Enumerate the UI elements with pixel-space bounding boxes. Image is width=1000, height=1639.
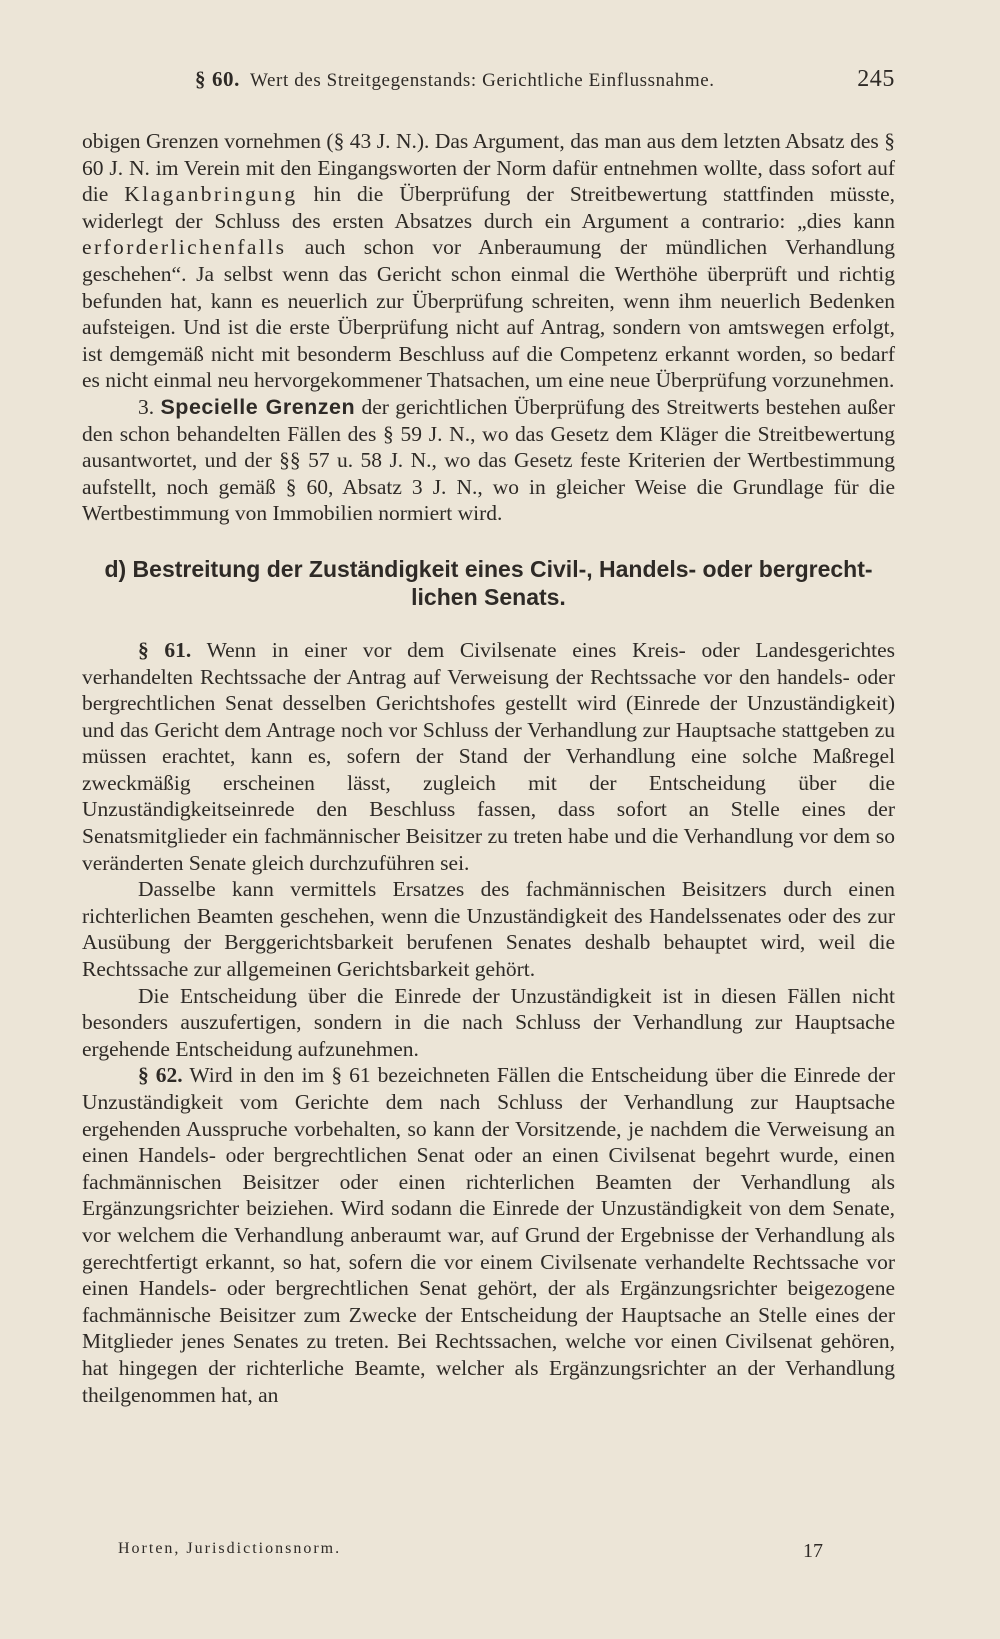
list-number: 3. bbox=[138, 394, 161, 419]
running-title: Wert des Streitgegenstands: Gerichtliche Einflussnahme. bbox=[250, 70, 715, 91]
page-number: 245 bbox=[857, 66, 895, 92]
text-run: der gerichtlichen Überprüfung des Streitwerts bestehen außer den schon behandelten Fällen des § 59 J. N., wo das Gesetz dem Kläger die Streitbewertung ausantwortet, und der §§ 57 u. 58 J. N., wo das Gesetz feste Kriterien der Wertbestimmung aufstellt, noch gemäß § 60, Absatz 3 J. N., wo in gleicher Weise die Grundlage für die Wertbestimmung von Immobilien normiert wird. bbox=[82, 394, 896, 526]
page-footer bbox=[118, 1540, 895, 1563]
text-run: obigen Grenzen vornehmen (§ 43 J. N.). Das Argument, das man aus dem letzten Absatz des § 60 J. N. im Verein mit den Eingangsworten der Norm dafür entnehmen wollte, dass sofort auf die bbox=[82, 129, 895, 207]
text-run: Wenn in einer vor dem Civilsenate eines Kreis- oder Landesgerichtes verhandelten Rechtssache der Antrag auf Verweisung der Rechtssache vor den handels- oder bergrechtlichen Senat desselben Gerichtshofes gestellt wird (Einrede der Unzuständigkeit) und das Gericht dem Antrage noch vor Schluss der Verhandlung zur Hauptsache stattgeben zu müssen erachtet, kann es, sofern der Stand der Verhandlung eine solche Maßregel zweckmäßig erscheinen lässt, zugleich mit der Entscheidung über die Unzuständigkeitseinrede den Beschluss fassen, dass sofort an Stelle eines der Senatsmitglieder ein fachmännischer Beisitzer zu treten habe und die Verhandlung vor dem so veränderten Senate gleich durchzuführen sei. bbox=[82, 637, 896, 875]
printer-signature: Horten, Jurisdictionsnorm. bbox=[118, 1540, 342, 1557]
section-mark: § 61. bbox=[138, 637, 192, 662]
spaced-term: Klaganbringung bbox=[124, 182, 298, 207]
paragraph-continued bbox=[82, 128, 895, 394]
paragraph-special-limits bbox=[82, 394, 895, 527]
sheet-number: 17 bbox=[803, 1540, 823, 1562]
heading-line: lichen Senats. bbox=[411, 583, 566, 610]
paragraph-section-62 bbox=[82, 1062, 895, 1408]
page-body bbox=[82, 128, 895, 1408]
paragraph: Dasselbe kann vermittels Ersatzes des fachmännischen Beisitzers durch einen richterlichen Beamten geschehen, wenn die Unzuständigkeit des Handelssenates oder des zur Ausübung der Berggerichtsbarkeit berufenen Senates deshalb behauptet wird, weil die Rechtssache zur allgemeinen Gerichtsbarkeit gehört. bbox=[82, 877, 895, 982]
text-run: hin die Überprüfung der Streitbewertung stattfinden müsste, widerlegt der Schluss des ersten Absatzes durch ein Argument a contrario: „dies kann bbox=[82, 182, 895, 233]
section-number: § 60. bbox=[195, 67, 240, 91]
spaced-term: erforderlichenfalls bbox=[82, 235, 287, 260]
running-head bbox=[82, 66, 895, 106]
text-run: auch schon vor Anberaumung der mündlichen Verhandlung geschehen“. Ja selbst wenn das Gericht schon einmal die Werthöhe überprüft und richtig befunden hat, kann es neuerlich zur Überprüfung schreiten, wenn ihm neuerlich Bedenken aufsteigen. Und ist die erste Überprüfung nicht auf Antrag, sondern von amtswegen erfolgt, ist demgemäß nicht mit besonderm Beschluss auf die Competenz erkannt worden, so bedarf es nicht einmal neu hervorgekommener Thatsachen, um eine neue Überprüfung vorzunehmen. bbox=[82, 235, 895, 393]
text-run: Wird in den im § 61 bezeichneten Fällen die Entscheidung über die Einrede der Unzuständigkeit vom Gerichte dem nach Schluss der Verhandlung zur Hauptsache ergehenden Ausspruche vorbehalten, so kann der Vorsitzende, je nachdem die Verweisung an einen Handels- oder bergrechtlichen Senat oder an einen Civilsenat begehrt wurde, einen fachmännischen Beisitzer oder einen richterlichen Beamten der Verhandlung als Ergänzungsrichter beiziehen. Wird sodann die Einrede der Unzuständigkeit von dem Senate, vor welchem die Verhandlung anberaumt war, auf Grund der Ergebnisse der Verhandlung als gerechtfertigt erkannt, so hat, sofern die vor einem Civilsenate verhandelte Rechtssache vor einen Handels- oder bergrechtlichen Senat gehört, der als Ergänzungsrichter beigezogene fachmännische Beisitzer zum Zwecke der Entscheidung der Hauptsache an Stelle eines der Mitglieder jenes Senates zu treten. Bei Rechtssachen, welche vor einen Civilsenat gehören, hat hingegen der richterliche Beamte, welcher als Ergänzungsrichter an der Verhandlung theilgenommen hat, an bbox=[82, 1063, 896, 1407]
heading-line: d) Bestreitung der Zuständigkeit eines Civil-, Handels- oder bergrecht- bbox=[104, 555, 873, 582]
paragraph-section-61 bbox=[82, 637, 895, 876]
section-heading bbox=[82, 555, 895, 611]
section-mark: § 62. bbox=[138, 1063, 183, 1088]
paragraph: Die Entscheidung über die Einrede der Unzuständigkeit ist in diesen Fällen nicht besonders auszufertigen, sondern in die nach Schluss der Verhandlung zur Hauptsache ergehende Entscheidung aufzunehmen. bbox=[82, 983, 895, 1061]
emphasized-term: Specielle Grenzen bbox=[160, 394, 356, 419]
